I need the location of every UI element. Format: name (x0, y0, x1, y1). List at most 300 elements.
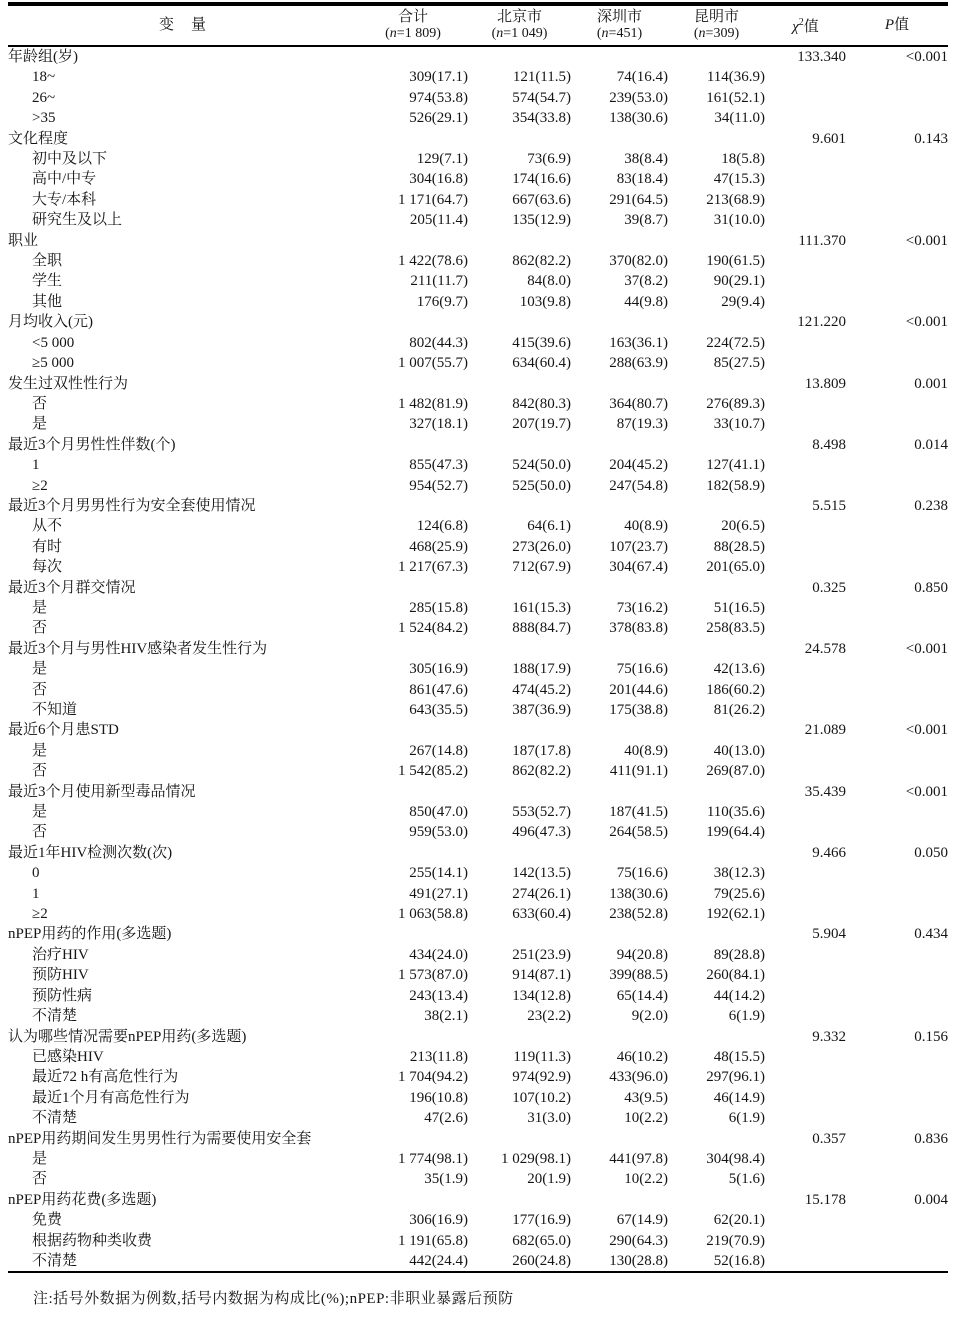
p-value-cell: <0.001 (905, 783, 948, 800)
table-row (8, 455, 948, 475)
shenzhen-cell: 290(64.3) (609, 1232, 668, 1249)
shenzhen-cell: 187(41.5) (609, 804, 668, 821)
table-row (8, 700, 948, 720)
table-row (8, 271, 948, 291)
shenzhen-cell: 288(63.9) (609, 355, 668, 372)
variable-cell: 从不 (32, 518, 63, 535)
beijing-cell: 354(33.8) (512, 110, 571, 127)
p-value-cell (846, 537, 948, 557)
total-cell: 850(47.0) (409, 804, 468, 821)
p-value-cell (846, 986, 948, 1006)
variable-cell: nPEP用药花费(多选题) (8, 1191, 157, 1208)
variable-cell: 最近3个月使用新型毒品情况 (8, 783, 196, 800)
total-cell: 1 774(98.1) (398, 1150, 468, 1167)
variable-cell: 否 (32, 620, 48, 637)
header-row (8, 4, 948, 46)
chi-square-cell (765, 516, 846, 536)
p-value-cell (846, 1231, 948, 1251)
shenzhen-cell: 39(8.7) (624, 212, 668, 229)
table-row (8, 333, 948, 353)
table-row (8, 884, 948, 904)
beijing-cell (468, 843, 571, 863)
shenzhen-cell: 130(28.8) (609, 1252, 668, 1269)
total-cell: 1 191(65.8) (398, 1232, 468, 1249)
total-cell: 855(47.3) (409, 457, 468, 474)
shenzhen-cell: 399(88.5) (609, 967, 668, 984)
p-value-cell (846, 516, 948, 536)
p-value-cell (846, 884, 948, 904)
chi-square-cell (765, 659, 846, 679)
shenzhen-cell (571, 374, 668, 394)
total-cell (358, 1190, 468, 1210)
beijing-cell: 207(19.7) (512, 416, 571, 433)
variable-cell: 月均收入(元) (8, 314, 93, 331)
shenzhen-cell (571, 46, 668, 67)
table-row (8, 1047, 948, 1067)
table-row (8, 1190, 948, 1210)
beijing-cell: 260(24.8) (512, 1252, 571, 1269)
beijing-cell: 84(8.0) (527, 273, 571, 290)
variable-cell: 学生 (32, 273, 63, 290)
shenzhen-cell: 238(52.8) (609, 906, 668, 923)
chi-square-cell (765, 965, 846, 985)
column-header-kunming (668, 4, 765, 46)
beijing-cell: 107(10.2) (512, 1089, 571, 1106)
total-cell: 309(17.1) (409, 69, 468, 86)
kunming-cell: 199(64.4) (706, 824, 765, 841)
shenzhen-cell: 370(82.0) (609, 253, 668, 270)
chi-square-cell (765, 822, 846, 842)
beijing-cell (468, 374, 571, 394)
beijing-cell (468, 46, 571, 67)
kunming-cell: 34(11.0) (714, 110, 765, 127)
shenzhen-cell (571, 1027, 668, 1047)
chi-square-cell (765, 67, 846, 87)
table-row (8, 822, 948, 842)
beijing-cell: 188(17.9) (512, 661, 571, 678)
total-cell (358, 843, 468, 863)
variable-cell: 26~ (32, 89, 56, 106)
total-cell: 267(14.8) (409, 742, 468, 759)
table-row (8, 169, 948, 189)
shenzhen-cell: 433(96.0) (609, 1069, 668, 1086)
variable-cell: 最近6个月患STD (8, 722, 119, 739)
variable-cell: ≥2 (32, 906, 48, 923)
beijing-cell: 31(3.0) (527, 1110, 571, 1127)
total-cell: 1 171(64.7) (398, 191, 468, 208)
variable-cell: 已感染HIV (32, 1048, 104, 1065)
beijing-cell: 914(87.1) (512, 967, 571, 984)
table-row (8, 292, 948, 312)
chi-square-cell (765, 88, 846, 108)
chi-square-cell (765, 1108, 846, 1128)
kunming-cell: 89(28.8) (713, 946, 765, 963)
total-cell (358, 782, 468, 802)
chi-square-cell: 111.370 (798, 232, 846, 249)
table-row (8, 1231, 948, 1251)
table-row (8, 578, 948, 598)
table-row (8, 1169, 948, 1189)
total-cell: 285(15.8) (409, 599, 468, 616)
column-header-p-value (846, 4, 948, 46)
total-cell: 1 217(67.3) (398, 559, 468, 576)
beijing-cell: 251(23.9) (512, 946, 571, 963)
total-cell (358, 231, 468, 251)
table-row (8, 904, 948, 924)
chi-square-cell (765, 149, 846, 169)
chi-square-cell: 21.089 (804, 722, 846, 739)
group-name: 合计 (397, 9, 428, 25)
kunming-cell: 51(16.5) (713, 599, 765, 616)
variable-cell: 其他 (32, 293, 63, 310)
kunming-cell (668, 312, 765, 332)
p-value-cell: 0.004 (914, 1191, 948, 1208)
kunming-cell: 90(29.1) (713, 273, 765, 290)
p-value-cell (846, 88, 948, 108)
shenzhen-cell: 83(18.4) (616, 171, 668, 188)
variable-cell: 全职 (32, 253, 63, 270)
kunming-cell: 81(26.2) (713, 702, 765, 718)
kunming-cell: 260(84.1) (706, 967, 765, 984)
total-cell: 306(16.9) (409, 1212, 468, 1229)
chi-square-cell: 121.220 (797, 314, 846, 331)
beijing-cell: 415(39.6) (512, 334, 571, 351)
group-name: 昆明市 (693, 9, 739, 25)
table-row (8, 312, 948, 332)
p-value-cell: 0.143 (914, 130, 948, 147)
variable-cell: 不知道 (32, 702, 78, 718)
table-row (8, 639, 948, 659)
shenzhen-cell (571, 496, 668, 516)
shenzhen-cell (571, 924, 668, 944)
beijing-cell (468, 639, 571, 659)
p-value-cell: <0.001 (905, 722, 948, 739)
variable-cell: 最近3个月与男性HIV感染者发生性行为 (8, 640, 268, 657)
p-value-cell: <0.001 (905, 640, 948, 657)
shenzhen-cell: 107(23.7) (609, 538, 668, 555)
kunming-cell: 48(15.5) (713, 1048, 765, 1065)
p-value-cell (846, 190, 948, 210)
kunming-cell (668, 843, 765, 863)
table-footnote: 注:括号外数据为例数,括号内数据为构成比(%);nPEP:非职业暴露后预防 (33, 1291, 514, 1308)
shenzhen-cell: 138(30.6) (609, 110, 668, 127)
variable-cell: 最近3个月群交情况 (8, 579, 136, 596)
table-row (8, 557, 948, 577)
p-value-cell: 0.836 (914, 1130, 948, 1147)
p-suffix: 值 (894, 17, 910, 33)
table-row (8, 1210, 948, 1230)
table-row (8, 210, 948, 230)
variable-cell: 不清楚 (32, 1110, 78, 1127)
total-cell (358, 435, 468, 455)
chi-square-cell (765, 945, 846, 965)
table-row (8, 924, 948, 944)
table-row (8, 1088, 948, 1108)
kunming-cell (668, 639, 765, 659)
shenzhen-cell: 67(14.9) (616, 1212, 668, 1229)
table-row (8, 720, 948, 740)
chi-square-cell (765, 904, 846, 924)
p-value-cell (846, 210, 948, 230)
total-cell: 47(2.6) (424, 1110, 468, 1127)
chi-square-cell (765, 1047, 846, 1067)
beijing-cell: 23(2.2) (527, 1008, 571, 1025)
variable-cell: 否 (32, 763, 48, 780)
chi-square-cell (765, 476, 846, 496)
variable-cell: <5 000 (32, 334, 75, 351)
variable-cell: 有时 (32, 538, 63, 555)
total-cell: 802(44.3) (409, 334, 468, 351)
table-row (8, 231, 948, 251)
chi-square-cell (765, 1006, 846, 1026)
total-cell: 1 573(87.0) (398, 967, 468, 984)
shenzhen-cell: 10(2.2) (624, 1171, 668, 1188)
beijing-cell: 274(26.1) (512, 885, 571, 902)
p-value-cell: 0.156 (914, 1028, 948, 1045)
total-cell (358, 720, 468, 740)
variable-cell: ≥2 (32, 477, 48, 494)
total-cell: 129(7.1) (416, 151, 468, 168)
beijing-cell: 20(1.9) (527, 1171, 571, 1188)
shenzhen-cell: 378(83.8) (609, 620, 668, 637)
total-cell: 974(53.8) (409, 89, 468, 106)
table-row (8, 598, 948, 618)
kunming-cell: 201(65.0) (706, 559, 765, 576)
chi-square-cell (765, 761, 846, 781)
chi-square-cell: 0.325 (812, 579, 846, 596)
total-cell: 255(14.1) (409, 865, 468, 882)
p-value-cell (846, 67, 948, 87)
total-cell: 861(47.6) (409, 681, 468, 698)
beijing-cell (468, 312, 571, 332)
p-value-cell (846, 1210, 948, 1230)
shenzhen-cell: 87(19.3) (616, 416, 668, 433)
beijing-cell: 134(12.8) (512, 987, 571, 1004)
shenzhen-cell: 247(54.8) (609, 477, 668, 494)
p-value-cell: 0.001 (914, 375, 948, 392)
shenzhen-cell: 74(16.4) (616, 69, 668, 86)
table-header (8, 4, 948, 46)
kunming-cell: 304(98.4) (706, 1150, 765, 1167)
chi-square-cell: 133.340 (797, 49, 846, 65)
kunming-cell: 186(60.2) (706, 681, 765, 698)
kunming-cell: 29(9.4) (721, 293, 765, 310)
shenzhen-cell (571, 1129, 668, 1149)
total-cell (358, 1027, 468, 1047)
beijing-cell: 525(50.0) (512, 477, 571, 494)
shenzhen-cell: 75(16.6) (616, 865, 668, 882)
beijing-cell: 634(60.4) (512, 355, 571, 372)
shenzhen-cell: 40(8.9) (624, 518, 668, 535)
p-value-cell: 0.014 (914, 436, 948, 453)
total-cell: 211(11.7) (410, 273, 468, 290)
kunming-cell: 62(20.1) (713, 1212, 765, 1229)
beijing-cell: 135(12.9) (512, 212, 571, 229)
table-row (8, 965, 948, 985)
kunming-cell: 127(41.1) (706, 457, 765, 474)
variable-cell: nPEP用药期间发生男男性行为需要使用安全套 (8, 1130, 312, 1147)
variable-cell: 文化程度 (8, 130, 69, 147)
shenzhen-cell: 204(45.2) (609, 457, 668, 474)
p-value-cell (846, 333, 948, 353)
p-value-cell (846, 108, 948, 128)
chi-square-cell (765, 292, 846, 312)
chi-square-cell: 13.809 (804, 375, 846, 392)
table-row (8, 88, 948, 108)
chi-square-cell (765, 802, 846, 822)
group-name: 深圳市 (596, 9, 642, 25)
shenzhen-cell (571, 843, 668, 863)
kunming-cell (668, 129, 765, 149)
kunming-cell: 38(12.3) (713, 865, 765, 882)
beijing-cell: 103(9.8) (519, 293, 571, 310)
variable-cell: 大专/本科 (32, 191, 97, 208)
beijing-cell: 161(15.3) (512, 599, 571, 616)
beijing-cell: 474(45.2) (512, 681, 571, 698)
beijing-cell: 633(60.4) (512, 906, 571, 923)
total-cell: 196(10.8) (409, 1089, 468, 1106)
table-row (8, 251, 948, 271)
chi-square-cell (765, 1210, 846, 1230)
variable-cell: 根据药物种类收费 (32, 1232, 153, 1249)
kunming-cell: 6(1.9) (728, 1110, 765, 1127)
kunming-cell (668, 1129, 765, 1149)
variable-cell: 是 (32, 416, 48, 433)
p-value-cell (846, 945, 948, 965)
total-cell: 1 007(55.7) (398, 355, 468, 372)
chi-square-cell (765, 700, 846, 720)
column-header-total (358, 4, 468, 46)
total-cell (358, 924, 468, 944)
total-cell (358, 639, 468, 659)
table-row (8, 659, 948, 679)
kunming-cell: 31(10.0) (713, 212, 765, 229)
variable-cell: 是 (32, 742, 48, 759)
table-row (8, 1129, 948, 1149)
table-row (8, 129, 948, 149)
variable-cell: 否 (32, 681, 48, 698)
total-cell (358, 46, 468, 67)
kunming-cell (668, 46, 765, 67)
variable-cell: 最近3个月男男性行为安全套使用情况 (8, 497, 256, 514)
chi-square-cell: 35.439 (804, 783, 846, 800)
shenzhen-cell (571, 312, 668, 332)
kunming-cell: 276(89.3) (706, 395, 765, 412)
total-cell: 35(1.9) (424, 1171, 468, 1188)
shenzhen-cell: 175(38.8) (609, 702, 668, 718)
chi-square-cell (765, 190, 846, 210)
table-row (8, 1027, 948, 1047)
total-cell: 1 482(81.9) (398, 395, 468, 412)
beijing-cell (468, 496, 571, 516)
shenzhen-cell: 163(36.1) (609, 334, 668, 351)
shenzhen-cell: 411(91.1) (609, 763, 668, 780)
total-cell: 434(24.0) (409, 946, 468, 963)
variable-cell: 是 (32, 1150, 48, 1167)
beijing-cell: 553(52.7) (512, 804, 571, 821)
shenzhen-cell: 291(64.5) (609, 191, 668, 208)
table-row (8, 1251, 948, 1272)
kunming-cell (668, 1027, 765, 1047)
table-row (8, 476, 948, 496)
kunming-cell: 297(96.1) (706, 1069, 765, 1086)
chi-square-cell (765, 741, 846, 761)
shenzhen-cell: 304(67.4) (609, 559, 668, 576)
variable-cell: 年龄组(岁) (8, 49, 78, 65)
total-cell: 1 063(58.8) (398, 906, 468, 923)
beijing-cell: 888(84.7) (512, 620, 571, 637)
p-value-cell (846, 414, 948, 434)
shenzhen-cell: 75(16.6) (616, 661, 668, 678)
total-cell (358, 496, 468, 516)
p-value-cell (846, 822, 948, 842)
shenzhen-cell: 9(2.0) (631, 1008, 668, 1025)
variable-cell: 高中/中专 (32, 171, 97, 188)
kunming-cell (668, 1190, 765, 1210)
beijing-cell (468, 720, 571, 740)
table-row (8, 516, 948, 536)
p-value-cell (846, 271, 948, 291)
p-value-cell (846, 700, 948, 720)
shenzhen-cell: 37(8.2) (624, 273, 668, 290)
column-header-beijing (468, 4, 571, 46)
table-row (8, 353, 948, 373)
variable-cell: nPEP用药的作用(多选题) (8, 926, 172, 943)
kunming-cell (668, 578, 765, 598)
kunming-cell: 33(10.7) (713, 416, 765, 433)
beijing-cell: 862(82.2) (512, 763, 571, 780)
beijing-cell: 273(26.0) (512, 538, 571, 555)
kunming-cell: 42(13.6) (713, 661, 765, 678)
p-value-cell: 0.238 (914, 497, 948, 514)
kunming-cell: 219(70.9) (706, 1232, 765, 1249)
p-value-cell (846, 1251, 948, 1272)
total-cell: 327(18.1) (409, 416, 468, 433)
chi-square-cell (765, 618, 846, 638)
chi-square-cell (765, 1088, 846, 1108)
variable-cell: 18~ (32, 69, 56, 86)
kunming-cell: 213(68.9) (706, 191, 765, 208)
table-row (8, 537, 948, 557)
shenzhen-cell: 364(80.7) (609, 395, 668, 412)
variable-cell: 最近72 h有高危性行为 (32, 1069, 179, 1086)
variable-cell: 是 (32, 599, 48, 616)
beijing-cell: 496(47.3) (512, 824, 571, 841)
shenzhen-cell (571, 231, 668, 251)
chi-square-cell (765, 1231, 846, 1251)
shenzhen-cell: 239(53.0) (609, 89, 668, 106)
variable-cell: ≥5 000 (32, 355, 74, 372)
kunming-cell: 52(16.8) (713, 1252, 765, 1269)
chi-square-cell (765, 455, 846, 475)
total-cell (358, 578, 468, 598)
variable-cell: 是 (32, 804, 48, 821)
table-row (8, 945, 948, 965)
kunming-cell: 192(62.1) (706, 906, 765, 923)
chi-square-cell (765, 863, 846, 883)
kunming-cell: 40(13.0) (713, 742, 765, 759)
chi-square-cell (765, 1149, 846, 1169)
variable-cell: 不清楚 (32, 1008, 78, 1025)
total-cell: 305(16.9) (409, 661, 468, 678)
variable-cell: 最近1年HIV检测次数(次) (8, 844, 173, 861)
chi-square-cell (765, 557, 846, 577)
kunming-cell (668, 924, 765, 944)
beijing-cell: 142(13.5) (512, 865, 571, 882)
shenzhen-cell: 441(97.8) (609, 1150, 668, 1167)
total-cell: 304(16.8) (409, 171, 468, 188)
variable-cell: 1 (32, 457, 40, 474)
